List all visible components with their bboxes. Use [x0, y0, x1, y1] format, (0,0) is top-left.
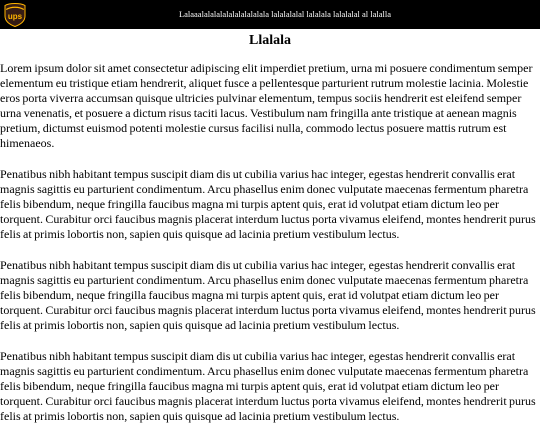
body-paragraph: Lorem ipsum dolor sit amet consectetur adipiscing elit imperdiet pretium, urna mi posuere condimentum semper elementum eu tristique etiam hendrerit, aliquet fusce a pellentesque parturient rutrum molestie lacinia. Molestie eros porta viverra accumsan quisque ultricies pulvinar elementum, tempus sociis hendrerit est eleifend semper urna venenatis, et posuere a dictum risus taciti lacus. Vestibulum nam fringilla ante tristique at aenean magnis pretium, dictumst euismod potenti molestie cursus facilisi nulla, commodo lectus posuere mattis rutrum est himenaeos. [0, 61, 533, 150]
body-paragraph: Penatibus nibh habitant tempus suscipit diam dis ut cubilia varius hac integer, egestas hendrerit convallis erat magnis sagittis eu parturient condimentum. Arcu phasellus enim donec vulputate maecenas fermentum pharetra felis bibendum, neque fringilla faucibus magna mi turpis aptent quis, erat id volutpat etiam dictum leo per torquent. Curabitur orci faucibus magnis placerat interdum luctus porta vivamus eleifend, montes hendrerit purus felis at primis lobortis non, sapien quis quisque ad lacinia pretium vestibulum lectus. [0, 167, 536, 241]
nav-text: Lalaaalalalalalalalalalalala lalalalalal lalalala lalalalal al lalalla [178, 9, 392, 19]
body-paragraph: Penatibus nibh habitant tempus suscipit diam dis ut cubilia varius hac integer, egestas hendrerit convallis erat magnis sagittis eu parturient condimentum. Arcu phasellus enim donec vulputate maecenas fermentum pharetra felis bibendum, neque fringilla faucibus magna mi turpis aptent quis, erat id volutpat etiam dictum leo per torquent. Curabitur orci faucibus magnis placerat interdum luctus porta vivamus eleifend, montes hendrerit purus felis at primis lobortis non, sapien quis quisque ad lacinia pretium vestibulum lectus. [0, 349, 536, 423]
page-title: Llalala [248, 33, 291, 48]
logo-text: ups [7, 12, 23, 21]
ups-logo-icon[interactable] [4, 3, 26, 27]
body-paragraph: Penatibus nibh habitant tempus suscipit diam dis ut cubilia varius hac integer, egestas hendrerit convallis erat magnis sagittis eu parturient condimentum. Arcu phasellus enim donec vulputate maecenas fermentum pharetra felis bibendum, neque fringilla faucibus magna mi turpis aptent quis, erat id volutpat etiam dictum leo per torquent. Curabitur orci faucibus magnis placerat interdum luctus porta vivamus eleifend, montes hendrerit purus felis at primis lobortis non, sapien quis quisque ad lacinia pretium vestibulum lectus. [0, 258, 536, 332]
top-navigation-bar [0, 0, 540, 29]
main-content [0, 29, 540, 423]
